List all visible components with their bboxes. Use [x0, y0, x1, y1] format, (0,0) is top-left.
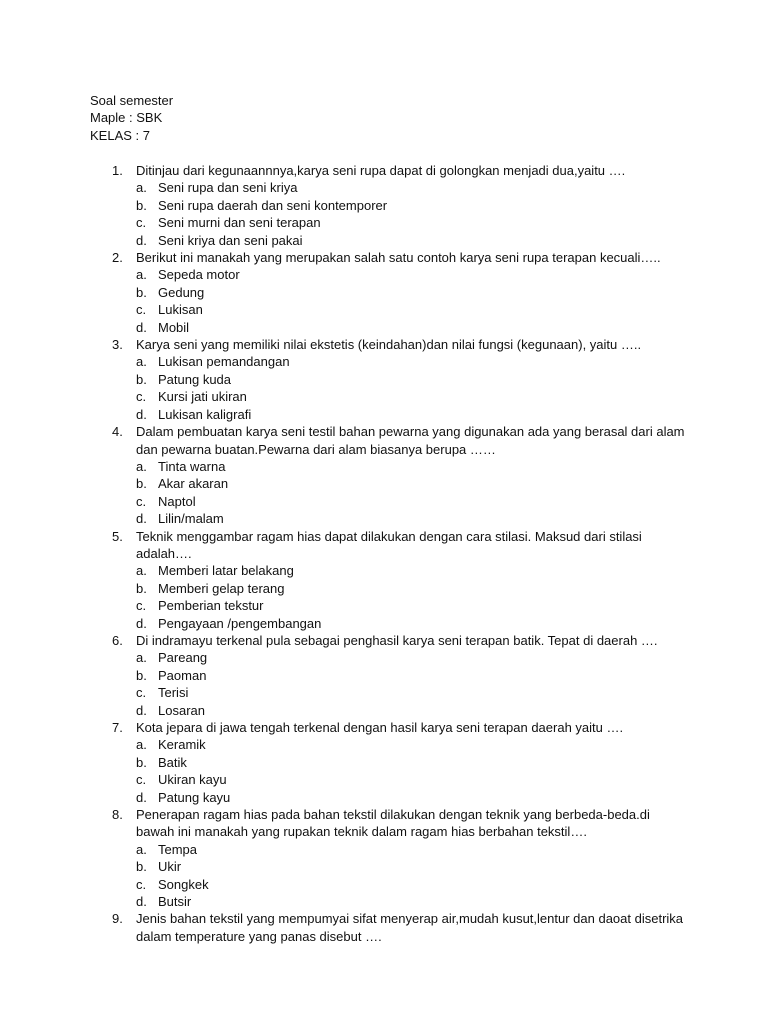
- option-text: Losaran: [158, 702, 205, 718]
- option-letter: d.: [136, 894, 147, 910]
- option-text: Kursi jati ukiran: [158, 389, 247, 405]
- option-letter: a.: [136, 563, 147, 579]
- answer-option: [0, 214, 768, 231]
- answer-option: [0, 893, 768, 910]
- answer-option: [0, 510, 768, 527]
- answer-option: [0, 232, 768, 249]
- option-text: Patung kuda: [158, 371, 232, 387]
- option-letter: d.: [136, 232, 147, 248]
- option-text: Keramik: [158, 737, 206, 753]
- header-subject: Maple : SBK: [90, 110, 163, 126]
- option-letter: b.: [136, 284, 147, 300]
- option-text: Pemberian tekstur: [158, 598, 264, 614]
- option-letter: c.: [136, 493, 147, 509]
- option-letter: d.: [136, 702, 147, 718]
- answer-option: [0, 406, 768, 423]
- option-text: Seni rupa dan seni kriya: [158, 180, 298, 196]
- answer-option: [0, 301, 768, 318]
- answer-option: [0, 858, 768, 875]
- question-text: Berikut ini manakah yang merupakan salah satu contoh karya seni rupa terapan kecuali…..: [136, 250, 661, 266]
- question-text: Karya seni yang memiliki nilai ekstetis (keindahan)dan nilai fungsi (kegunaan), yaitu …..: [136, 337, 642, 353]
- option-letter: b.: [136, 754, 147, 770]
- option-text: Pareang: [158, 650, 208, 666]
- answer-option: [0, 458, 768, 475]
- header-title: Soal semester: [90, 93, 174, 108]
- answer-option: [0, 197, 768, 214]
- option-letter: c.: [136, 215, 147, 231]
- option-letter: c.: [136, 389, 147, 405]
- option-letter: a.: [136, 458, 147, 474]
- option-letter: d.: [136, 319, 147, 335]
- question-number: 6.: [112, 632, 123, 648]
- option-letter: b.: [136, 859, 147, 875]
- question-text: Teknik menggambar ragam hias dapat dilakukan dengan cara stilasi. Maksud dari stilasi adalah….: [136, 528, 642, 561]
- option-letter: d.: [136, 511, 147, 527]
- option-text: Patung kayu: [158, 789, 231, 805]
- answer-option: [0, 319, 768, 336]
- answer-option: [0, 649, 768, 666]
- option-text: Memberi gelap terang: [158, 580, 285, 596]
- option-text: Seni murni dan seni terapan: [158, 215, 321, 231]
- answer-option: [0, 353, 768, 370]
- option-text: Akar akaran: [158, 476, 229, 492]
- option-letter: a.: [136, 354, 147, 370]
- question-number: 7.: [112, 720, 123, 735]
- option-letter: b.: [136, 580, 147, 596]
- option-letter: c.: [136, 685, 147, 701]
- question-item: [0, 528, 768, 563]
- answer-option: [0, 284, 768, 301]
- option-letter: d.: [136, 789, 147, 805]
- option-letter: b.: [136, 476, 147, 492]
- answer-option: [0, 179, 768, 196]
- option-text: Naptol: [158, 493, 196, 509]
- answer-option: [0, 789, 768, 806]
- question-list: [0, 162, 768, 945]
- answer-option: [0, 562, 768, 579]
- option-text: Seni rupa daerah dan seni kontemporer: [158, 197, 388, 213]
- option-text: Tinta warna: [158, 458, 226, 474]
- answer-option: [0, 615, 768, 632]
- question-text: Penerapan ragam hias pada bahan tekstil dilakukan dengan teknik yang berbeda-beda.di bawah ini manakah yang rupakan teknik dalam ragam hias berbahan tekstil….: [136, 807, 650, 840]
- answer-option: [0, 493, 768, 510]
- option-letter: a.: [136, 180, 147, 196]
- answer-option: [0, 684, 768, 701]
- option-letter: a.: [136, 737, 147, 753]
- question-number: 8.: [112, 807, 123, 823]
- option-letter: c.: [136, 876, 147, 892]
- option-letter: c.: [136, 772, 147, 788]
- option-text: Terisi: [158, 685, 189, 701]
- question-text: Di indramayu terkenal pula sebagai penghasil karya seni terapan batik. Tepat di daerah ….: [136, 632, 658, 648]
- answer-option: [0, 736, 768, 753]
- option-text: Songkek: [158, 876, 209, 892]
- answer-option: [0, 371, 768, 388]
- option-letter: b.: [136, 197, 147, 213]
- option-text: Gedung: [158, 284, 205, 300]
- question-number: 1.: [112, 163, 123, 178]
- option-letter: d.: [136, 406, 147, 422]
- question-item: [0, 162, 768, 179]
- document-header: [90, 92, 173, 144]
- answer-option: [0, 580, 768, 597]
- question-number: 2.: [112, 250, 123, 266]
- question-item: [0, 910, 768, 945]
- answer-option: [0, 266, 768, 283]
- option-text: Butsir: [158, 894, 192, 910]
- option-text: Ukiran kayu: [158, 772, 227, 788]
- option-text: Paoman: [158, 667, 207, 683]
- option-text: Memberi latar belakang: [158, 563, 294, 579]
- question-item: [0, 249, 768, 266]
- option-text: Tempa: [158, 841, 198, 857]
- option-letter: b.: [136, 667, 147, 683]
- option-letter: c.: [136, 598, 147, 614]
- answer-option: [0, 754, 768, 771]
- option-letter: a.: [136, 650, 147, 666]
- question-item: [0, 806, 768, 841]
- option-letter: c.: [136, 302, 147, 318]
- option-text: Mobil: [158, 319, 190, 335]
- option-text: Pengayaan /pengembangan: [158, 615, 322, 631]
- header-class: KELAS : 7: [90, 127, 150, 143]
- question-text: Dalam pembuatan karya seni testil bahan pewarna yang digunakan ada yang berasal dari alam dan pewarna buatan.Pewarna dari alam biasanya berupa ……: [136, 424, 685, 457]
- option-text: Sepeda motor: [158, 267, 240, 283]
- answer-option: [0, 771, 768, 788]
- question-number: 9.: [112, 911, 123, 927]
- option-text: Lukisan pemandangan: [158, 354, 290, 370]
- option-text: Ukir: [158, 859, 182, 875]
- option-letter: a.: [136, 841, 147, 857]
- answer-option: [0, 702, 768, 719]
- answer-option: [0, 475, 768, 492]
- question-item: [0, 423, 768, 458]
- option-letter: b.: [136, 371, 147, 387]
- question-item: [0, 719, 768, 736]
- option-text: Lilin/malam: [158, 511, 224, 527]
- option-text: Lukisan kaligrafi: [158, 406, 252, 422]
- answer-option: [0, 597, 768, 614]
- answer-option: [0, 667, 768, 684]
- answer-option: [0, 388, 768, 405]
- question-number: 3.: [112, 337, 123, 353]
- question-number: 5.: [112, 528, 123, 544]
- option-letter: a.: [136, 267, 147, 283]
- option-letter: d.: [136, 615, 147, 631]
- question-item: [0, 632, 768, 649]
- question-text: Jenis bahan tekstil yang mempumyai sifat menyerap air,mudah kusut,lentur dan daoat disetrika dalam temperature yang panas disebut ….: [136, 911, 684, 944]
- question-text: Kota jepara di jawa tengah terkenal dengan hasil karya seni terapan daerah yaitu ….: [136, 720, 624, 735]
- option-text: Lukisan: [158, 302, 203, 318]
- question-text: Ditinjau dari kegunaannnya,karya seni rupa dapat di golongkan menjadi dua,yaitu ….: [136, 163, 626, 178]
- question-item: [0, 336, 768, 353]
- answer-option: [0, 841, 768, 858]
- option-text: Batik: [158, 754, 187, 770]
- question-number: 4.: [112, 424, 123, 440]
- answer-option: [0, 876, 768, 893]
- option-text: Seni kriya dan seni pakai: [158, 232, 303, 248]
